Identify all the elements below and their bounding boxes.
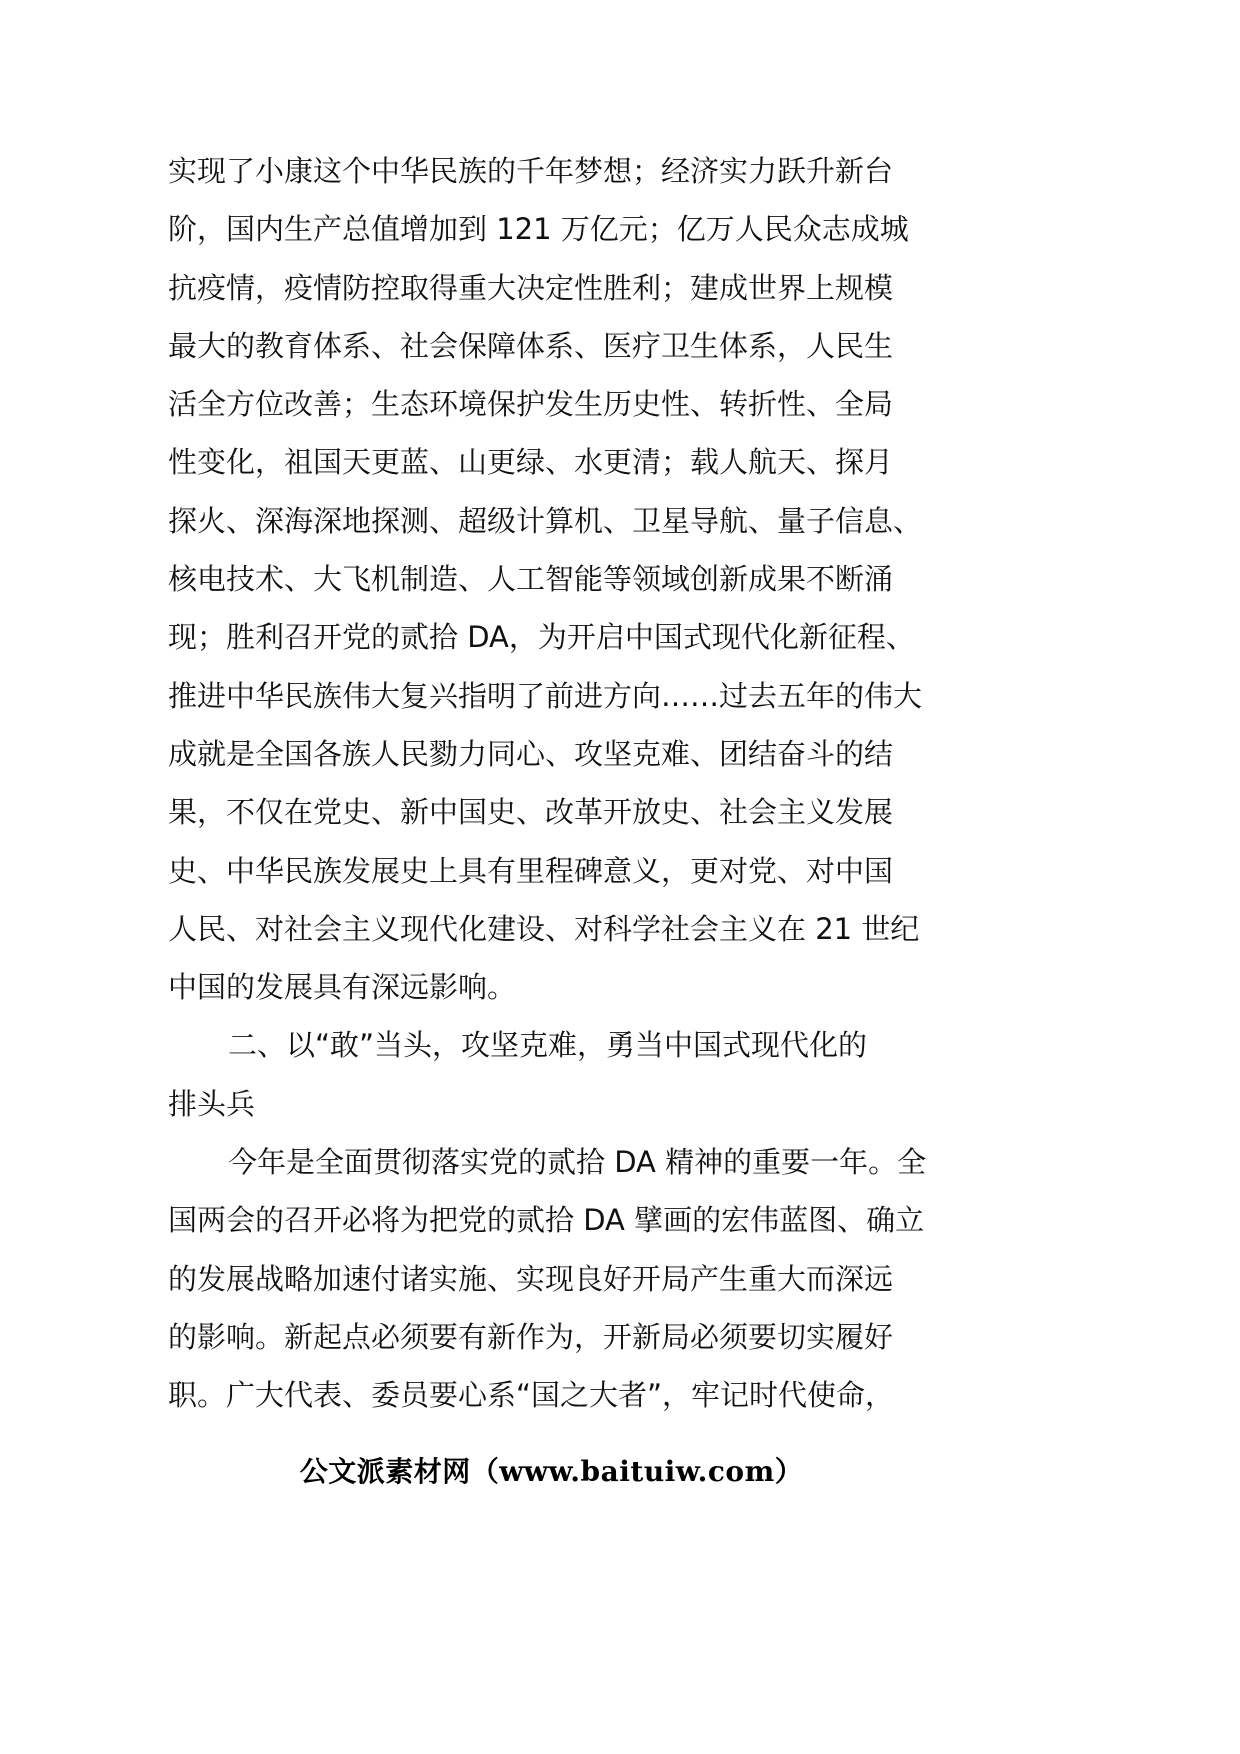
footer-source-text: 公文派素材网（www.baituiw.com） (299, 1455, 804, 1488)
text-line: 今年是全面贯彻落实党的贰拾 DA 精神的重要一年。全 (228, 1145, 927, 1180)
text-line: 人民、对社会主义现代化建设、对科学社会主义在 21 世纪 (168, 911, 920, 946)
text-line: 活全方位改善；生态环境保护发生历史性、转折性、全局 (168, 387, 894, 422)
text-line: 国两会的召开必将为把党的贰拾 DA 擘画的宏伟蓝图、确立 (168, 1203, 925, 1238)
section-heading-line: 排头兵 (168, 1086, 256, 1121)
text-line: 中国的发展具有深远影响。 (168, 970, 517, 1005)
text-line: 史、中华民族发展史上具有里程碑意义，更对党、对中国 (168, 853, 894, 888)
document-body (168, 142, 948, 1425)
text-line: 推进中华民族伟大复兴指明了前进方向……过去五年的伟大 (168, 678, 923, 713)
text-line: 最大的教育体系、社会保障体系、医疗卫生体系，人民生 (168, 328, 894, 363)
text-line: 成就是全国各族人民勠力同心、攻坚克难、团结奋斗的结 (168, 736, 894, 771)
text-line: 的影响。新起点必须要有新作为，开新局必须要切实履好 (168, 1319, 894, 1354)
text-line: 探火、深海深地探测、超级计算机、卫星导航、量子信息、 (168, 503, 923, 538)
text-line: 职。广大代表、委员要心系“国之大者”，牢记时代使命， (168, 1378, 895, 1413)
section-heading-line: 二、以“敢”当头，攻坚克难，勇当中国式现代化的 (228, 1028, 868, 1063)
text-line: 抗疫情，疫情防控取得重大决定性胜利；建成世界上规模 (168, 270, 894, 305)
text-line: 果，不仅在党史、新中国史、改革开放史、社会主义发展 (168, 795, 894, 830)
text-line: 现；胜利召开党的贰拾 DA，为开启中国式现代化新征程、 (168, 620, 915, 655)
text-line: 性变化，祖国天更蓝、山更绿、水更清；载人航天、探月 (168, 445, 894, 480)
text-line: 实现了小康这个中华民族的千年梦想；经济实力跃升新台 (168, 154, 894, 188)
text-line: 核电技术、大飞机制造、人工智能等领域创新成果不断涌 (168, 562, 894, 597)
text-line: 的发展战略加速付诸实施、实现良好开局产生重大而深远 (168, 1261, 894, 1296)
text-line: 阶，国内生产总值增加到 121 万亿元；亿万人民众志成城 (168, 212, 909, 247)
